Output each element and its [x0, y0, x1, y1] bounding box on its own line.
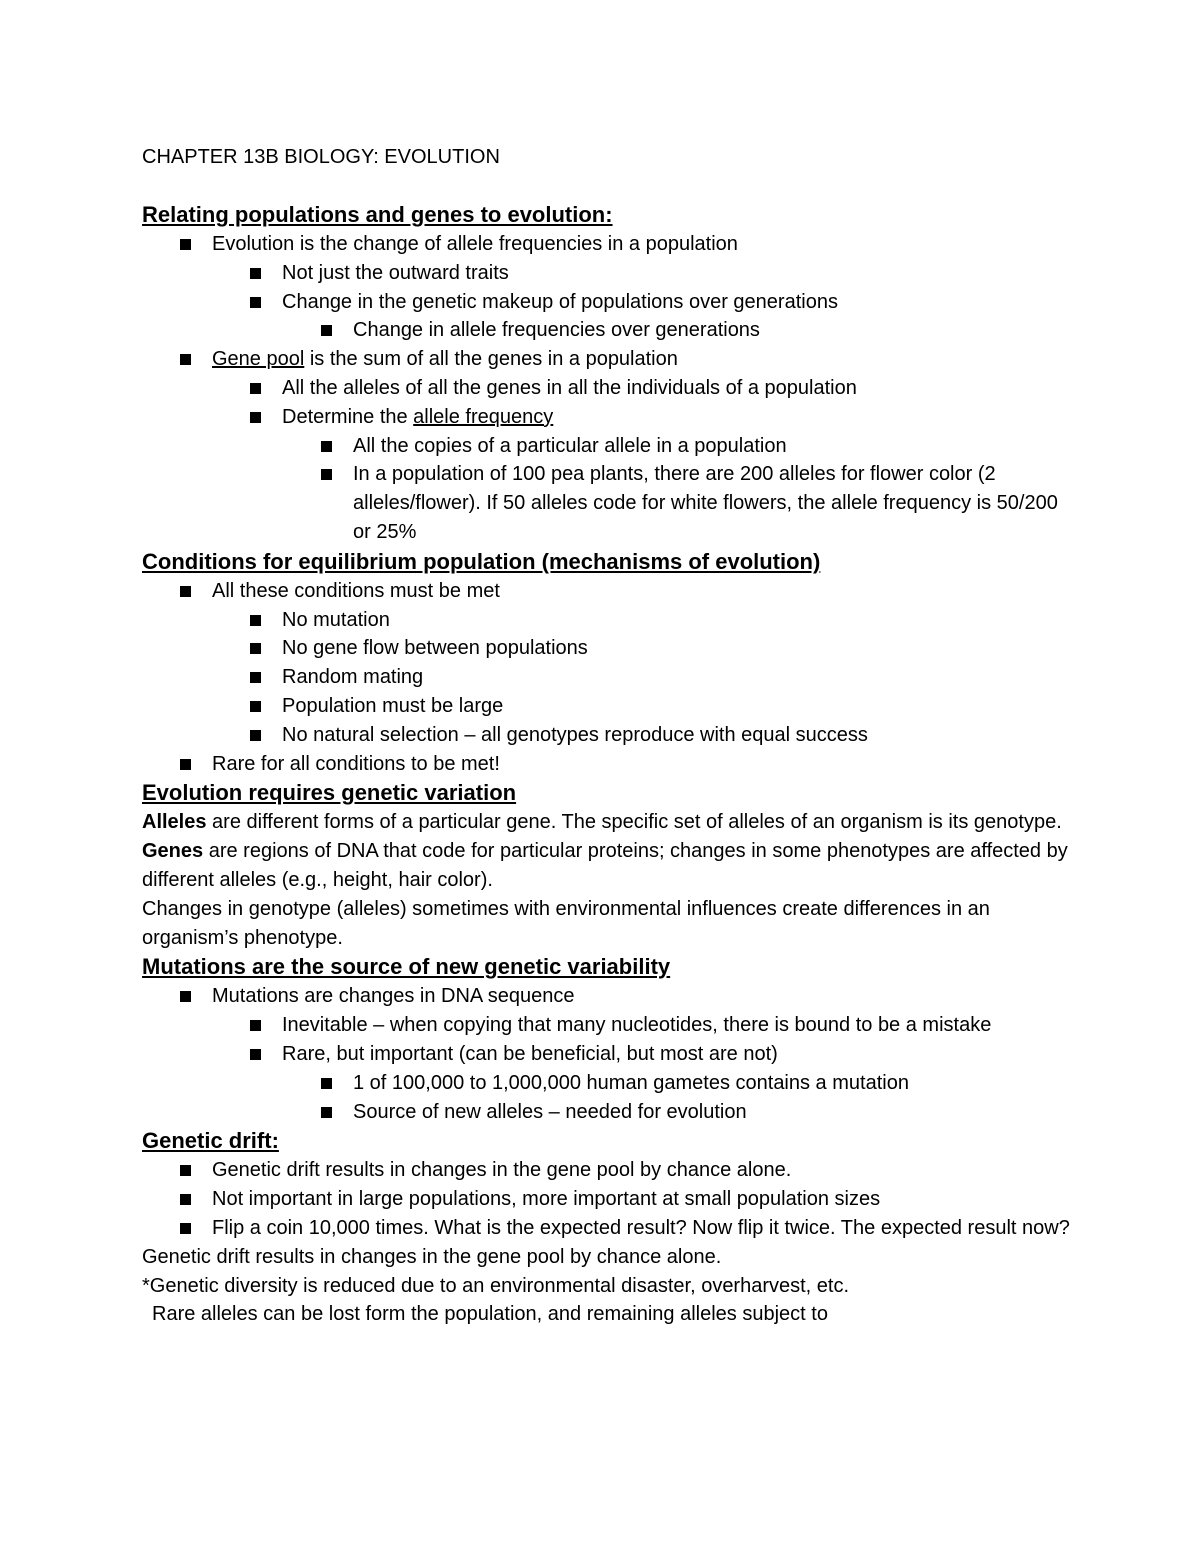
- square-bullet-icon: [180, 239, 191, 250]
- term-allele-frequency: allele frequency: [413, 405, 554, 428]
- list-item: Change in the genetic makeup of populations over generations: [142, 288, 1080, 317]
- section-heading-genetic-variation: Evolution requires genetic variation: [142, 780, 517, 806]
- paragraph-genotype-phenotype: Changes in genotype (alleles) sometimes with environmental influences create differences in an organism’s phenotype.: [142, 897, 990, 949]
- paragraph-drift-summary: Genetic drift results in changes in the gene pool by chance alone.: [142, 1245, 722, 1268]
- square-bullet-icon: [180, 1194, 191, 1205]
- square-bullet-icon: [250, 268, 261, 279]
- square-bullet-icon: [250, 1020, 261, 1031]
- list-item: Gene pool is the sum of all the genes in a population: [142, 345, 1080, 374]
- square-bullet-icon: [250, 672, 261, 683]
- list-item: Rare for all conditions to be met!: [142, 750, 1080, 779]
- list-item: Random mating: [142, 663, 1080, 692]
- section-heading-genetic-drift: Genetic drift:: [142, 1128, 279, 1154]
- paragraph-diversity-note: *Genetic diversity is reduced due to an environmental disaster, overharvest, etc.: [142, 1274, 850, 1297]
- list-item: Evolution is the change of allele frequencies in a population: [142, 230, 1080, 259]
- term-gene-pool: Gene pool: [212, 348, 305, 371]
- square-bullet-icon: [180, 759, 191, 770]
- list-item: Inevitable – when copying that many nucleotides, there is bound to be a mistake: [142, 1011, 1080, 1040]
- square-bullet-icon: [180, 586, 191, 597]
- section-heading-equilibrium: Conditions for equilibrium population (mechanisms of evolution): [142, 548, 821, 574]
- list-item: No gene flow between populations: [142, 634, 1080, 663]
- list-item: Source of new alleles – needed for evolution: [142, 1098, 1080, 1127]
- list-item: All the alleles of all the genes in all the individuals of a population: [142, 374, 1080, 403]
- list-item: Change in allele frequencies over generations: [142, 316, 1080, 345]
- square-bullet-icon: [321, 1078, 332, 1089]
- square-bullet-icon: [250, 643, 261, 654]
- paragraph-alleles: Alleles are different forms of a particular gene. The specific set of alleles of an organism is its genotype.: [142, 811, 1062, 834]
- list-item: All the copies of a particular allele in a population: [142, 432, 1080, 461]
- square-bullet-icon: [321, 469, 332, 480]
- list-item: All these conditions must be met: [142, 577, 1080, 606]
- square-bullet-icon: [321, 325, 332, 336]
- document-title: CHAPTER 13B BIOLOGY: EVOLUTION: [142, 146, 500, 168]
- list-item: Mutations are changes in DNA sequence: [142, 982, 1080, 1011]
- square-bullet-icon: [321, 1107, 332, 1118]
- list-item: Population must be large: [142, 692, 1080, 721]
- square-bullet-icon: [180, 991, 191, 1002]
- section-heading-mutations: Mutations are the source of new genetic variability: [142, 954, 671, 980]
- square-bullet-icon: [250, 297, 261, 308]
- square-bullet-icon: [250, 730, 261, 741]
- list-item: Determine the allele frequency: [142, 403, 1080, 432]
- list-item: Genetic drift results in changes in the gene pool by chance alone.: [142, 1156, 1080, 1185]
- paragraph-rare-alleles: Rare alleles can be lost form the population, and remaining alleles subject to: [152, 1303, 828, 1326]
- list-item: Not important in large populations, more important at small population sizes: [142, 1185, 1080, 1214]
- term-alleles: Alleles: [142, 811, 207, 834]
- list-item: No natural selection – all genotypes reproduce with equal success: [142, 721, 1080, 750]
- list-item: No mutation: [142, 606, 1080, 635]
- square-bullet-icon: [250, 1049, 261, 1060]
- list-item: Not just the outward traits: [142, 259, 1080, 288]
- section-heading-populations-genes: Relating populations and genes to evolution:: [142, 202, 613, 227]
- square-bullet-icon: [180, 1223, 191, 1234]
- list-item: 1 of 100,000 to 1,000,000 human gametes contains a mutation: [142, 1069, 1080, 1098]
- square-bullet-icon: [180, 354, 191, 365]
- paragraph-genes: Genes are regions of DNA that code for particular proteins; changes in some phenotypes are affected by different alleles (e.g., height, hair color).: [142, 840, 1068, 891]
- square-bullet-icon: [250, 701, 261, 712]
- square-bullet-icon: [250, 615, 261, 626]
- list-item: Rare, but important (can be beneficial, but most are not): [142, 1040, 1080, 1069]
- list-item: Flip a coin 10,000 times. What is the expected result? Now flip it twice. The expected result now?: [142, 1214, 1080, 1243]
- square-bullet-icon: [250, 412, 261, 423]
- list-item: In a population of 100 pea plants, there are 200 alleles for flower color (2 alleles/flower). If 50 alleles code for white flowers, the allele frequency is 50/200 or 25%: [142, 460, 1080, 546]
- square-bullet-icon: [321, 441, 332, 452]
- square-bullet-icon: [180, 1165, 191, 1176]
- term-genes: Genes: [142, 840, 204, 863]
- square-bullet-icon: [250, 383, 261, 394]
